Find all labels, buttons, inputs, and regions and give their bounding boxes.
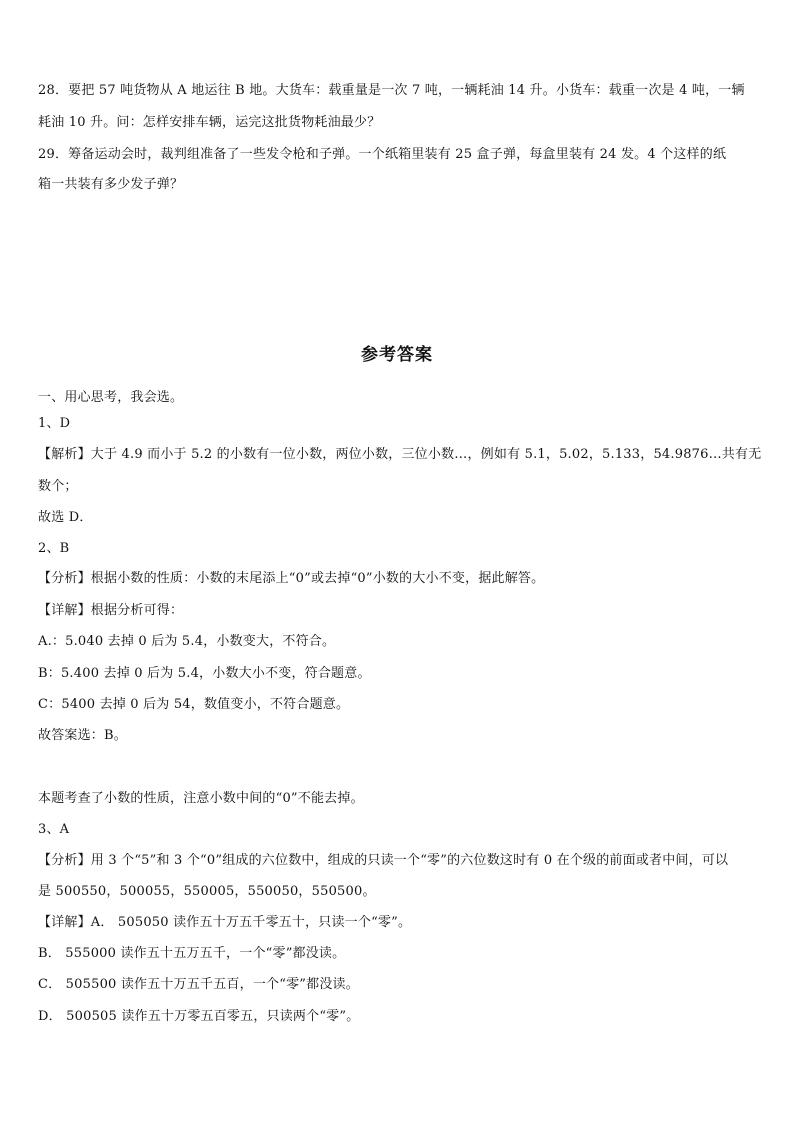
question-29-line-1: 29．筹备运动会时，裁判组准备了一些发令枪和子弹。一个纸箱里装有 25 盒子弹，每盒里装有 24 发。4 个这样的纸 [38,147,727,162]
answer-3-analysis-line-1: 【分析】用 3 个“5”和 3 个“0”组成的六位数中，组成的只读一个“零”的六位数这时有 0 在个级的前面或者中间，可以 [38,853,729,868]
answer-2-note: 本题考查了小数的性质，注意小数中间的“0”不能去掉。 [38,791,364,806]
answer-2-conclusion: 故答案选：B。 [38,728,127,743]
answer-1-label: 1、D [38,416,71,431]
answer-2-label: 2、B [38,541,70,556]
section-1-heading: 一、用心思考，我会选。 [38,390,184,405]
answer-3-analysis-line-2: 是 500550，500055，550005，550050，550500。 [38,884,376,899]
question-28-line-2: 耗油 10 升。问：怎样安排车辆，运完这批货物耗油最少？ [38,115,381,130]
answer-3-option-d: D． 500505 读作五十万零五百零五，只读两个“零”。 [38,1009,360,1024]
answer-2-option-b: B：5.400 去掉 0 后为 5.4，小数大小不变，符合题意。 [38,666,371,681]
answer-3-label: 3、A [38,822,70,837]
answer-2-detail: 【详解】根据分析可得： [38,603,184,618]
question-29-line-2: 箱一共装有多少发子弹？ [38,177,184,192]
answer-3-detail-a: 【详解】A． 505050 读作五十万五千零五十，只读一个“零”。 [38,915,412,930]
answer-1-conclusion: 故选 D． [38,510,93,525]
answer-1-analysis-line-2: 数个； [38,479,78,494]
answer-2-option-c: C：5400 去掉 0 后为 54，数值变小，不符合题意。 [38,697,350,712]
answer-3-option-c: C． 505500 读作五十万五千五百，一个“零”都没读。 [38,977,359,992]
answer-2-analysis: 【分析】根据小数的性质：小数的末尾添上“0”或去掉“0”小数的大小不变，据此解答。 [38,571,545,586]
question-28-line-1: 28．要把 57 吨货物从 A 地运往 B 地。大货车：载重量是一次 7 吨，一辆耗油 14 升。小货车：载重一次是 4 吨，一辆 [38,83,745,98]
answers-title: 参考答案 [361,345,433,365]
answer-2-option-a: A.：5.040 去掉 0 后为 5.4，小数变大，不符合。 [38,634,336,649]
answer-1-analysis-line-1: 【解析】大于 4.9 而小于 5.2 的小数有一位小数，两位小数，三位小数…，例如有 5.1，5.02，5.133，54.9876…共有无 [38,447,762,462]
answer-3-option-b: B． 555000 读作五十五万五千，一个“零”都没读。 [38,946,346,961]
